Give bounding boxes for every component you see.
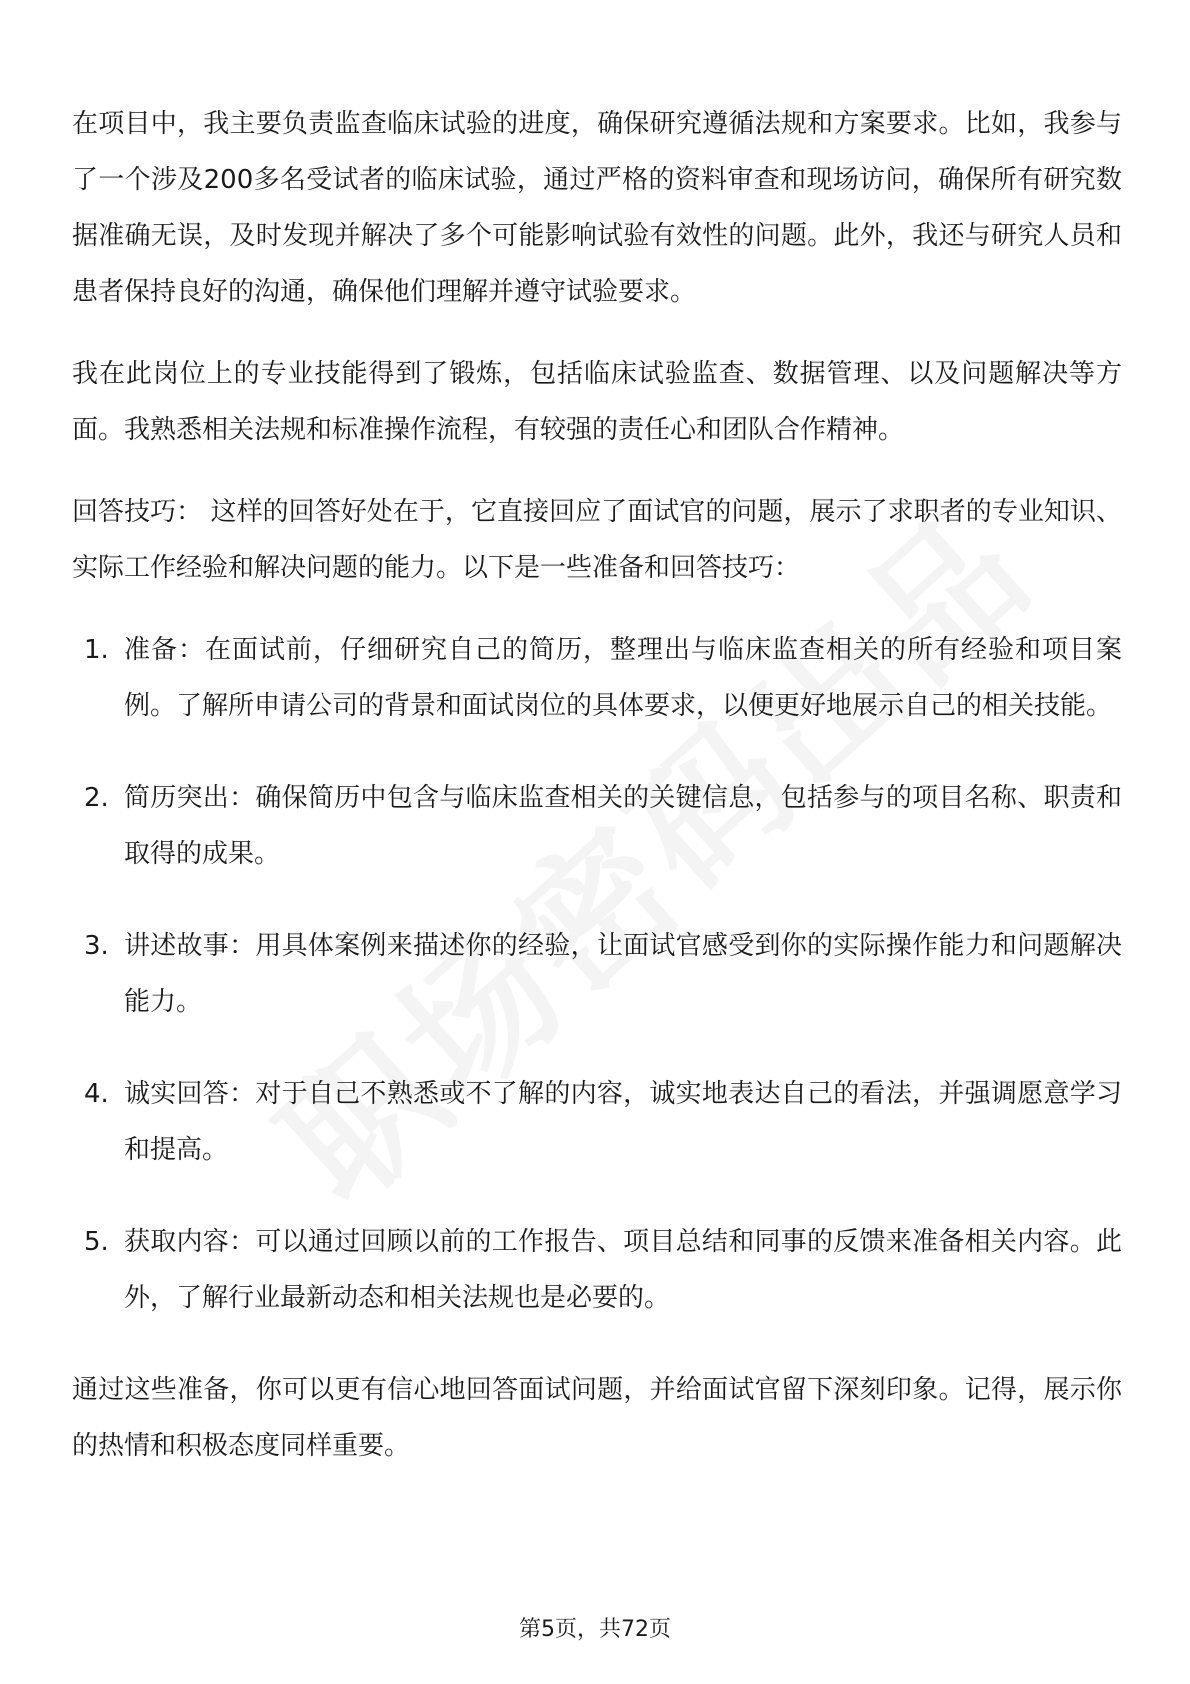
tips-list — [72, 622, 1122, 1326]
paragraph-closing: 通过这些准备，你可以更有信心地回答面试问题，并给面试官留下深刻印象。记得，展示你的热情和积极态度同样重要。 — [72, 1375, 1122, 1461]
document-body — [72, 96, 1122, 1500]
list-item — [72, 1214, 1122, 1326]
list-text: 准备：在面试前，仔细研究自己的简历，整理出与临床监查相关的所有经验和项目案例。了解所申请公司的背景和面试岗位的具体要求，以便更好地展示自己的相关技能。 — [124, 635, 1122, 721]
list-number: 3. — [84, 931, 109, 961]
list-text: 简历突出：确保简历中包含与临床监查相关的关键信息，包括参与的项目名称、职责和取得的成果。 — [124, 783, 1122, 869]
paragraph-project-experience: 在项目中，我主要负责监查临床试验的进度，确保研究遵循法规和方案要求。比如，我参与了一个涉及200多名受试者的临床试验，通过严格的资料审查和现场访问，确保所有研究数据准确无误，及时发现并解决了多个可能影响试验有效性的问题。此外，我还与研究人员和患者保持良好的沟通，确保他们理解并遵守试验要求。 — [72, 109, 1122, 307]
list-item — [72, 770, 1122, 882]
list-text: 获取内容：可以通过回顾以前的工作报告、项目总结和同事的反馈来准备相关内容。此外，了解行业最新动态和相关法规也是必要的。 — [124, 1227, 1122, 1313]
list-item — [72, 1066, 1122, 1178]
list-number: 5. — [84, 1227, 109, 1257]
list-number: 2. — [84, 783, 109, 813]
list-text: 诚实回答：对于自己不熟悉或不了解的内容，诚实地表达自己的看法，并强调愿意学习和提高。 — [124, 1079, 1122, 1165]
paragraph-answer-tips: 回答技巧： 这样的回答好处在于，它直接回应了面试官的问题，展示了求职者的专业知识、实际工作经验和解决问题的能力。以下是一些准备和回答技巧： — [72, 497, 1122, 583]
list-number: 4. — [84, 1079, 109, 1109]
list-item — [72, 622, 1122, 734]
list-number: 1. — [84, 635, 109, 665]
list-item — [72, 918, 1122, 1030]
page-number-footer: 第5页，共72页 — [519, 1617, 671, 1642]
list-text: 讲述故事：用具体案例来描述你的经验，让面试官感受到你的实际操作能力和问题解决能力。 — [124, 931, 1122, 1017]
paragraph-skills: 我在此岗位上的专业技能得到了锻炼，包括临床试验监查、数据管理、以及问题解决等方面。我熟悉相关法规和标准操作流程，有较强的责任心和团队合作精神。 — [72, 359, 1122, 445]
